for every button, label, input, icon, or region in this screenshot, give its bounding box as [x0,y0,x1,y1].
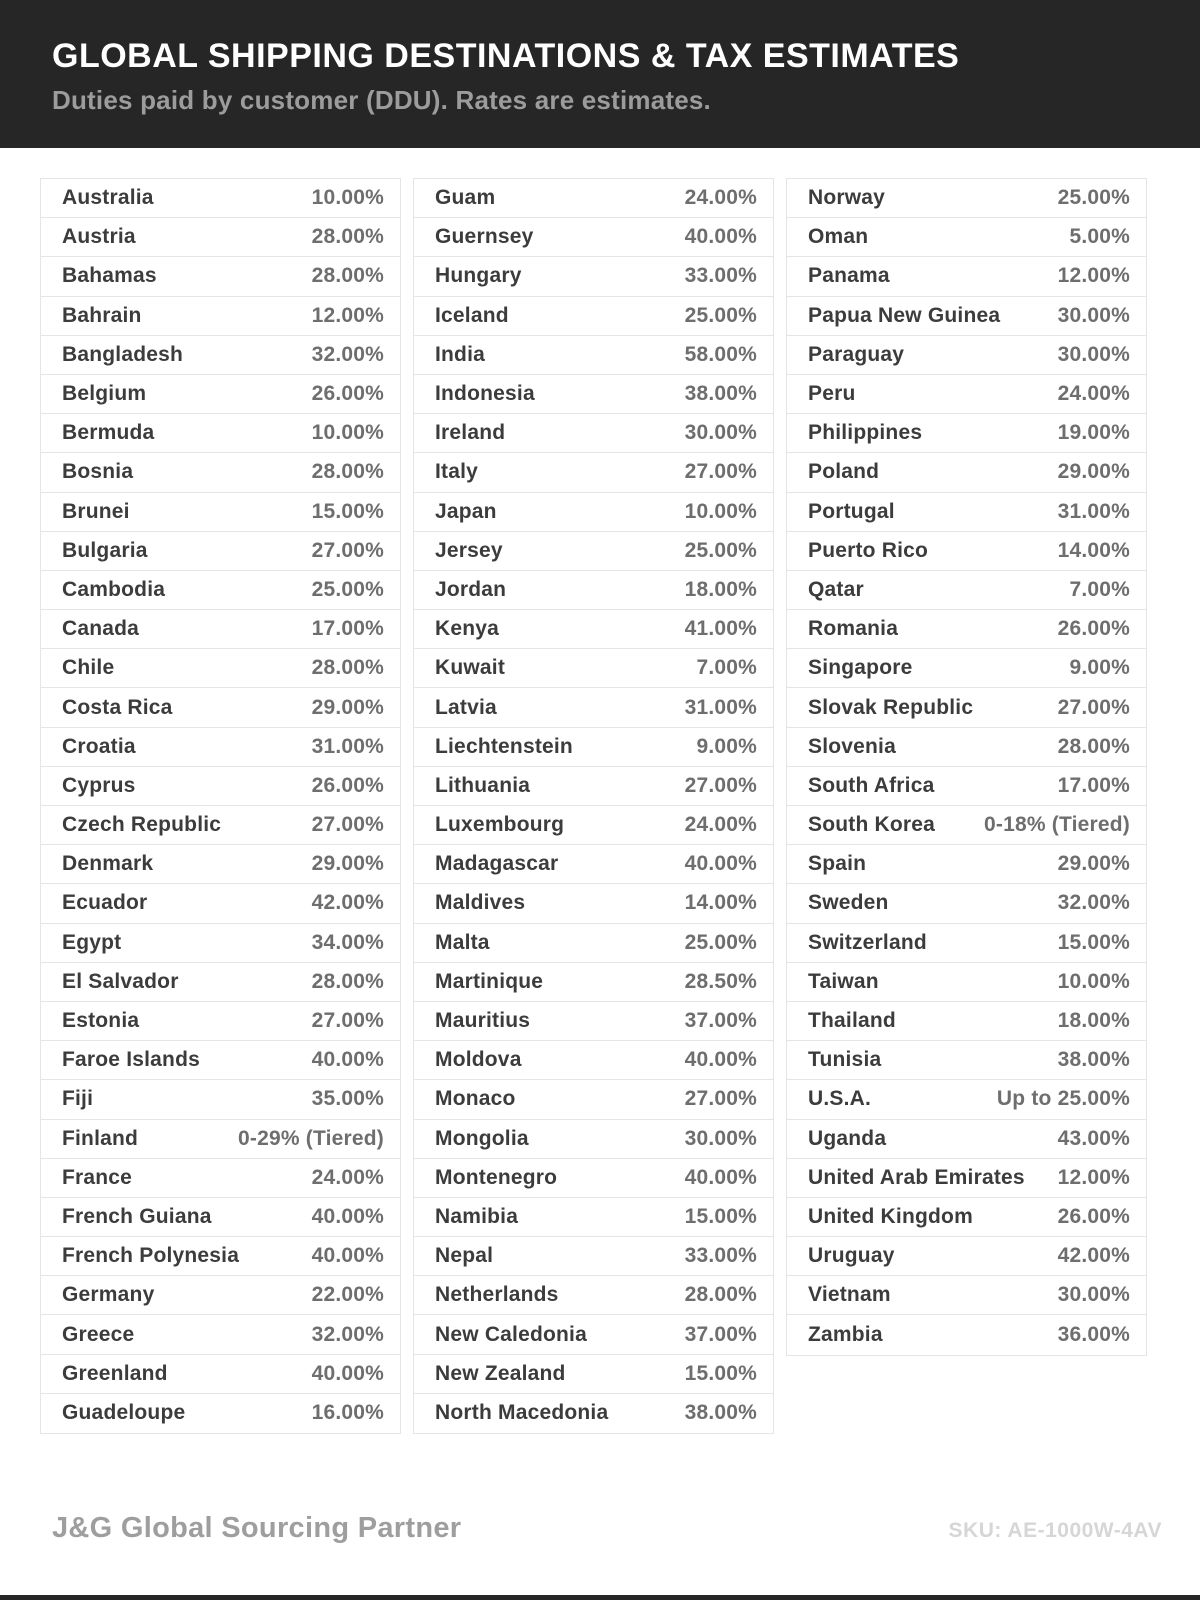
rate-row [414,963,773,1002]
rate-row [787,767,1146,806]
rate-row [41,297,400,336]
rate-row [41,767,400,806]
rate-row [787,610,1146,649]
rate-row [414,1355,773,1394]
country-label: Ecuador [62,891,148,915]
country-label: Guadeloupe [62,1401,186,1425]
rates-table [40,178,1147,1434]
country-label: New Caledonia [435,1322,587,1346]
country-label: Lithuania [435,773,531,797]
country-label: Slovenia [808,734,896,758]
rate-row [414,218,773,257]
rate-value: 40.00% [684,225,757,249]
rate-value: 28.50% [684,969,757,993]
rate-row [787,453,1146,492]
rate-value: 10.00% [684,499,757,523]
rate-row [414,884,773,923]
rate-row [787,1041,1146,1080]
rate-row [414,1159,773,1198]
rate-row [414,336,773,375]
rate-value: 42.00% [1057,1244,1130,1268]
rate-row [787,571,1146,610]
rate-value: 30.00% [1057,342,1130,366]
rate-value: 0-18% (Tiered) [984,813,1130,837]
country-label: Norway [808,186,886,210]
rate-value: 19.00% [1057,421,1130,445]
rate-row [414,610,773,649]
rate-row [414,1080,773,1119]
country-label: Egypt [62,930,122,954]
rate-value: 27.00% [311,538,384,562]
country-label: French Guiana [62,1204,212,1228]
rate-value: 34.00% [311,930,384,954]
rate-value: 9.00% [696,734,757,758]
rate-row [787,375,1146,414]
rate-row [41,1120,400,1159]
rate-row [41,806,400,845]
rate-row [787,1315,1146,1354]
rate-value: 27.00% [311,1009,384,1033]
rate-row [41,336,400,375]
rate-row [787,297,1146,336]
country-label: Qatar [808,577,864,601]
rate-value: 0-29% (Tiered) [238,1126,384,1150]
country-label: Germany [62,1283,155,1307]
rate-value: 27.00% [311,813,384,837]
country-label: Greece [62,1322,135,1346]
rate-row [787,884,1146,923]
country-label: Finland [62,1126,139,1150]
rate-row [414,1041,773,1080]
rate-value: 15.00% [311,499,384,523]
country-label: Cyprus [62,773,136,797]
rate-row [787,532,1146,571]
country-label: Kuwait [435,656,506,680]
country-label: Papua New Guinea [808,303,1001,327]
rate-row [41,963,400,1002]
rate-value: 25.00% [1057,186,1130,210]
rate-value: 31.00% [684,695,757,719]
rate-value: 29.00% [1057,460,1130,484]
rate-value: 27.00% [684,460,757,484]
rate-value: 32.00% [311,342,384,366]
country-label: Estonia [62,1009,140,1033]
rate-value: 33.00% [684,1244,757,1268]
rate-row [787,1198,1146,1237]
rate-row [41,257,400,296]
country-label: Moldova [435,1048,522,1072]
rate-value: 29.00% [311,852,384,876]
rate-row [787,493,1146,532]
country-label: Peru [808,382,856,406]
rate-value: Up to 25.00% [996,1087,1130,1111]
country-label: Croatia [62,734,136,758]
rate-row [41,179,400,218]
country-label: Namibia [435,1204,519,1228]
rate-row [787,1159,1146,1198]
country-label: Madagascar [435,852,559,876]
country-label: Luxembourg [435,813,565,837]
rate-row [787,688,1146,727]
rate-value: 37.00% [684,1009,757,1033]
rate-value: 28.00% [1057,734,1130,758]
rate-row [787,845,1146,884]
country-label: Bermuda [62,421,155,445]
rate-value: 26.00% [311,773,384,797]
country-label: Jersey [435,538,503,562]
rate-value: 31.00% [311,734,384,758]
rate-value: 37.00% [684,1322,757,1346]
rate-value: 32.00% [311,1322,384,1346]
country-label: France [62,1165,133,1189]
country-label: Kenya [435,617,500,641]
country-label: Canada [62,617,140,641]
country-label: Martinique [435,969,544,993]
rate-value: 58.00% [684,342,757,366]
rate-row [41,1355,400,1394]
rate-value: 30.00% [1057,1283,1130,1307]
rate-value: 35.00% [311,1087,384,1111]
rate-value: 14.00% [1057,538,1130,562]
rate-value: 27.00% [1057,695,1130,719]
rate-value: 25.00% [311,577,384,601]
rate-value: 9.00% [1069,656,1130,680]
country-label: Faroe Islands [62,1048,200,1072]
rate-row [414,257,773,296]
country-label: Greenland [62,1361,168,1385]
country-label: Brunei [62,499,130,523]
country-label: Belgium [62,382,147,406]
country-label: Japan [435,499,497,523]
rate-value: 28.00% [311,225,384,249]
rate-value: 5.00% [1069,225,1130,249]
rate-row [787,1002,1146,1041]
rate-row [41,1394,400,1433]
country-label: Thailand [808,1009,896,1033]
country-label: El Salvador [62,969,179,993]
brand-name: J&G Global Sourcing Partner [52,1512,462,1544]
country-label: Hungary [435,264,522,288]
rate-row [414,375,773,414]
country-label: Paraguay [808,342,905,366]
rate-value: 40.00% [311,1244,384,1268]
rate-row [414,806,773,845]
country-label: Cambodia [62,577,166,601]
rate-row [414,1394,773,1433]
country-label: North Macedonia [435,1401,609,1425]
rate-value: 10.00% [311,186,384,210]
country-label: India [435,342,486,366]
page-header [0,0,1200,148]
rate-row [41,571,400,610]
country-label: Indonesia [435,382,535,406]
country-label: Uruguay [808,1244,895,1268]
rate-row [787,1237,1146,1276]
rate-row [787,1276,1146,1315]
rate-row [414,453,773,492]
rate-column [413,178,774,1434]
country-label: Slovak Republic [808,695,974,719]
country-label: Liechtenstein [435,734,573,758]
rate-value: 10.00% [311,421,384,445]
rate-row [41,375,400,414]
rate-value: 38.00% [1057,1048,1130,1072]
rate-value: 24.00% [684,186,757,210]
country-label: Guernsey [435,225,534,249]
rate-row [41,1041,400,1080]
country-label: Iceland [435,303,509,327]
country-label: Tunisia [808,1048,882,1072]
rate-value: 43.00% [1057,1126,1130,1150]
country-label: Czech Republic [62,813,222,837]
country-label: Chile [62,656,115,680]
country-label: French Polynesia [62,1244,240,1268]
rate-row [787,1120,1146,1159]
rate-row [41,610,400,649]
country-label: Nepal [435,1244,494,1268]
rate-row [414,1002,773,1041]
country-label: Italy [435,460,479,484]
country-label: United Arab Emirates [808,1165,1025,1189]
rate-row [787,1080,1146,1119]
rate-row [787,649,1146,688]
rate-value: 38.00% [684,382,757,406]
rate-row [787,257,1146,296]
rate-value: 25.00% [684,303,757,327]
rate-row [41,414,400,453]
rate-row [414,532,773,571]
rate-row [41,688,400,727]
country-label: Portugal [808,499,895,523]
rate-row [41,1198,400,1237]
rate-row [41,453,400,492]
rate-value: 24.00% [1057,382,1130,406]
rate-value: 16.00% [311,1401,384,1425]
rate-row [414,179,773,218]
rate-row [787,728,1146,767]
rate-value: 10.00% [1057,969,1130,993]
rate-row [787,414,1146,453]
country-label: Bahamas [62,264,157,288]
rate-row [787,806,1146,845]
rate-row [414,845,773,884]
rate-value: 40.00% [311,1361,384,1385]
rate-value: 26.00% [1057,617,1130,641]
country-label: Uganda [808,1126,887,1150]
country-label: Costa Rica [62,695,173,719]
country-label: Austria [62,225,136,249]
rate-value: 7.00% [696,656,757,680]
rate-value: 12.00% [311,303,384,327]
rate-value: 15.00% [1057,930,1130,954]
rate-row [414,571,773,610]
rate-value: 25.00% [684,930,757,954]
rate-value: 14.00% [684,891,757,915]
country-label: New Zealand [435,1361,566,1385]
rate-row [41,845,400,884]
rate-row [41,924,400,963]
rate-row [41,1159,400,1198]
country-label: Netherlands [435,1283,559,1307]
country-label: Bahrain [62,303,142,327]
country-label: South Africa [808,773,935,797]
rate-row [414,1315,773,1354]
country-label: Singapore [808,656,913,680]
rate-column [786,178,1147,1356]
country-label: Ireland [435,421,506,445]
country-label: Latvia [435,695,497,719]
rate-row [41,218,400,257]
rate-row [414,1198,773,1237]
country-label: Philippines [808,421,923,445]
country-label: Monaco [435,1087,516,1111]
country-label: Mauritius [435,1009,531,1033]
rate-row [41,649,400,688]
rate-row [414,767,773,806]
country-label: Fiji [62,1087,94,1111]
rate-row [41,1315,400,1354]
country-label: Spain [808,852,867,876]
rate-row [41,532,400,571]
rate-value: 28.00% [311,969,384,993]
bottom-accent-bar [0,1595,1200,1600]
rate-value: 30.00% [1057,303,1130,327]
rate-row [787,336,1146,375]
rate-row [414,493,773,532]
rate-row [41,1237,400,1276]
rate-value: 40.00% [684,852,757,876]
rate-value: 22.00% [311,1283,384,1307]
rate-row [414,924,773,963]
country-label: Bosnia [62,460,134,484]
rate-value: 15.00% [684,1361,757,1385]
rate-value: 25.00% [684,538,757,562]
country-label: Malta [435,930,490,954]
country-label: Panama [808,264,890,288]
page-footer [52,1512,1162,1568]
rate-value: 40.00% [684,1048,757,1072]
rate-value: 27.00% [684,1087,757,1111]
country-label: Montenegro [435,1165,558,1189]
rate-value: 28.00% [311,460,384,484]
page-subtitle: Duties paid by customer (DDU). Rates are estimates. [52,85,711,116]
rate-row [787,963,1146,1002]
rate-row [414,414,773,453]
rate-row [787,218,1146,257]
rate-value: 12.00% [1057,264,1130,288]
rate-value: 41.00% [684,617,757,641]
rate-row [414,649,773,688]
country-label: Bulgaria [62,538,148,562]
rate-value: 40.00% [311,1048,384,1072]
rate-value: 18.00% [684,577,757,601]
country-label: Poland [808,460,880,484]
rate-row [414,297,773,336]
rate-row [414,1276,773,1315]
rate-value: 32.00% [1057,891,1130,915]
rate-value: 26.00% [311,382,384,406]
country-label: Maldives [435,891,526,915]
country-label: Zambia [808,1323,883,1347]
country-label: Australia [62,186,154,210]
rate-value: 40.00% [684,1165,757,1189]
country-label: Jordan [435,577,507,601]
rate-value: 7.00% [1069,577,1130,601]
rate-value: 24.00% [684,813,757,837]
rate-row [41,728,400,767]
country-label: Denmark [62,852,154,876]
rate-row [41,1002,400,1041]
sku-label: SKU: AE-1000W-4AV [948,1519,1162,1542]
rate-row [787,924,1146,963]
rate-value: 26.00% [1057,1204,1130,1228]
country-label: Switzerland [808,930,927,954]
rate-value: 31.00% [1057,499,1130,523]
rate-value: 33.00% [684,264,757,288]
page-title: GLOBAL SHIPPING DESTINATIONS & TAX ESTIMATES [52,37,960,75]
rate-value: 17.00% [311,617,384,641]
rate-row [41,1080,400,1119]
rate-value: 30.00% [684,1126,757,1150]
rate-value: 12.00% [1057,1165,1130,1189]
rate-value: 30.00% [684,421,757,445]
rate-value: 38.00% [684,1401,757,1425]
country-label: Guam [435,186,496,210]
rate-row [414,688,773,727]
country-label: Taiwan [808,969,879,993]
rate-value: 42.00% [311,891,384,915]
rate-row [41,1276,400,1315]
country-label: Sweden [808,891,889,915]
rate-column [40,178,401,1434]
rate-row [41,884,400,923]
country-label: Romania [808,617,899,641]
rate-value: 28.00% [684,1283,757,1307]
rate-row [414,728,773,767]
country-label: United Kingdom [808,1204,973,1228]
rate-value: 28.00% [311,656,384,680]
country-label: South Korea [808,813,936,837]
country-label: Bangladesh [62,342,184,366]
rate-value: 17.00% [1057,773,1130,797]
country-label: Vietnam [808,1283,891,1307]
rate-row [41,493,400,532]
rate-value: 40.00% [311,1204,384,1228]
rate-value: 24.00% [311,1165,384,1189]
country-label: Mongolia [435,1126,529,1150]
rate-value: 15.00% [684,1204,757,1228]
rate-value: 36.00% [1057,1323,1130,1347]
country-label: Oman [808,225,869,249]
country-label: Puerto Rico [808,538,929,562]
rate-row [414,1120,773,1159]
rate-value: 27.00% [684,773,757,797]
rate-value: 28.00% [311,264,384,288]
rate-value: 18.00% [1057,1009,1130,1033]
rate-value: 29.00% [1057,852,1130,876]
country-label: U.S.A. [808,1087,872,1111]
rate-row [414,1237,773,1276]
rate-value: 29.00% [311,695,384,719]
rate-row [787,179,1146,218]
